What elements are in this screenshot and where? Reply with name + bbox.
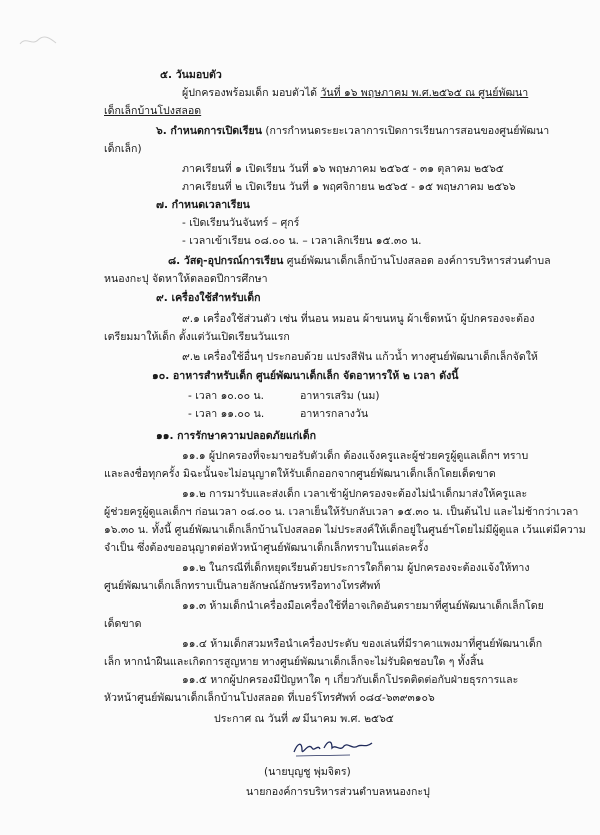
- section9-heading: ๙. เครื่องใช้สำหรับเด็ก: [156, 292, 261, 304]
- section9-p1a: ๙.๑ เครื่องใช้ส่วนตัว เช่น ที่นอน หมอน ผ้าขนหนู ผ้าเช็ดหน้า ผู้ปกครองจะต้อง: [182, 313, 535, 325]
- term2: ภาคเรียนที่ ๒ เปิดเรียน วันที่ ๑ พฤศจิกายน ๒๕๖๕ - ๑๕ พฤษภาคม ๒๕๖๖: [182, 181, 516, 193]
- section6-heading: ๖. กำหนดการเปิดเรียน: [156, 125, 262, 137]
- section11-p4a: ๑๑.๓ ห้ามเด็กนำเครื่องมือเครื่องใช้ที่อาจเกิดอันตรายมาที่ศูนย์พัฒนาเด็กเล็กโดย: [182, 600, 544, 612]
- section11-p5b: เล็ก หากนำฝืนและเกิดการสูญหาย ทางศูนย์พัฒนาเด็กเล็กจะไม่รับผิดชอบใด ๆ ทั้งสิ้น: [104, 656, 484, 668]
- section6-note: (การกำหนดระยะเวลาการเปิดการเรียนการสอนของศูนย์พัฒนา: [265, 125, 550, 137]
- term1: ภาคเรียนที่ ๑ เปิดเรียน วันที่ ๑๖ พฤษภาคม ๒๕๖๕ - ๓๑ ตุลาคม ๒๕๖๕: [182, 163, 504, 175]
- section7-item1: - เปิดเรียนวันจันทร์ – ศุกร์: [182, 217, 300, 229]
- section11-p2b: ผู้ช่วยครูผู้ดูแลเด็กฯ ก่อนเวลา ๐๘.๐๐ น. เวลาเย็นให้รับกลับเวลา ๑๕.๓๐ น. เป็นต้นไป และไม่ช้ากว่าเวลา: [104, 506, 579, 518]
- section5-line1: [182, 86, 528, 100]
- section9-p1b: เตรียมมาให้เด็ก ตั้งแต่วันเปิดเรียนวันแรก: [104, 331, 290, 343]
- section7-heading: ๗. กำหนดเวลาเรียน: [156, 199, 250, 211]
- meal1-name: อาหารเสริม (นม): [300, 390, 380, 402]
- section9-p2: ๙.๒ เครื่องใช้อื่นๆ ประกอบด้วย แปรงสีฟัน แก้วน้ำ ทางศูนย์พัฒนาเด็กเล็กจัดให้: [182, 351, 538, 363]
- announcement-rest: มีนาคม พ.ศ. ๒๕๖๕: [302, 713, 394, 725]
- section11-p3a: ๑๑.๒ ในกรณีที่เด็กหยุดเรียนด้วยประการใดก็ตาม ผู้ปกครองจะต้องแจ้งให้ทาง: [182, 562, 530, 574]
- section10-heading-rest: ศูนย์พัฒนาเด็กเล็ก จัดอาหารให้ ๒ เวลา ดังนี้: [255, 370, 459, 382]
- announcement-day: ๗: [291, 713, 300, 725]
- section11-p1a: ๑๑.๑ ผู้ปกครองที่จะมาขอรับตัวเด็ก ต้องแจ้งครูและผู้ช่วยครูผู้ดูแลเด็กฯ ทราบ: [182, 450, 529, 462]
- section11-p2a: ๑๑.๒ การมารับและส่งเด็ก เวลาเช้าผู้ปกครองจะต้องไม่นำเด็กมาส่งให้ครูและ: [182, 488, 528, 500]
- signatory-title: นายกองค์การบริหารส่วนตำบลหนองกะปุ: [246, 786, 430, 798]
- section6-line1: [156, 124, 549, 138]
- section11-heading: ๑๑. การรักษาความปลอดภัยแก่เด็ก: [156, 430, 317, 442]
- section10-heading: ๑๐. อาหารสำหรับเด็ก: [152, 370, 253, 382]
- section11-p4b: เด็ดขาด: [104, 618, 142, 630]
- signatory-name: (นายบุญชู พุ่มจิตร): [264, 766, 351, 778]
- section11-p3b: ศูนย์พัฒนาเด็กเล็กทราบเป็นลายลักษณ์อักษรหรือทางโทรศัพท์: [104, 580, 381, 592]
- section6-note-cont: เด็กเล็ก): [104, 143, 142, 155]
- section5-line1-plain: ผู้ปกครองพร้อมเด็ก มอบตัวได้: [182, 87, 321, 99]
- announcement-line: [214, 712, 394, 726]
- meal2-time: - เวลา ๑๑.๐๐ น.: [188, 408, 265, 420]
- section11-p6b: หัวหน้าศูนย์พัฒนาเด็กเล็กบ้านโปงสลอด ที่เบอร์โทรศัพท์ ๐๘๔-๖๓๙๓๑๐๖: [104, 692, 435, 704]
- section8-heading: ๘. วัสดุ-อุปกรณ์การเรียน: [168, 255, 284, 267]
- section5-heading: ๕. วันมอบตัว: [160, 69, 222, 81]
- section11-p1b: และลงชื่อทุกครั้ง มิฉะนั้นจะไม่อนุญาตให้รับเด็กออกจากศูนย์พัฒนาเด็กเล็กโดยเด็ดขาด: [104, 468, 496, 480]
- section11-p5a: ๑๑.๔ ห้ามเด็กสวมหรือนำเครื่องประดับ ของเล่นที่มีราคาแพงมาที่ศูนย์พัฒนาเด็ก: [182, 638, 543, 650]
- section8-text2: หนองกะปุ จัดหาให้ตลอดปีการศึกษา: [104, 273, 268, 285]
- meal2-name: อาหารกลางวัน: [300, 408, 369, 420]
- section11-p2d: จำเป็น ซึ่งต้องขออนุญาตต่อหัวหน้าศูนย์พัฒนาเด็กเล็กทราบในแต่ละครั้ง: [104, 542, 429, 554]
- announcement-label: ประกาศ ณ วันที่: [214, 713, 288, 725]
- meal1-time: - เวลา ๑๐.๐๐ น.: [188, 390, 265, 402]
- section7-item2: - เวลาเข้าเรียน ๐๘.๐๐ น. – เวลาเลิกเรียน ๑๕.๓๐ น.: [182, 235, 422, 247]
- scan-mark: [18, 34, 58, 48]
- handwritten-signature: [290, 734, 375, 760]
- section11-p2c: ๑๖.๓๐ น. ทั้งนี้ ศูนย์พัฒนาเด็กเล็กบ้านโปงสลอด ไม่ประสงค์ให้เด็กอยู่ในศูนย์ฯโดยไม่มีผู้ดูแล เว้นแต่มีความ: [104, 524, 586, 536]
- section8-text1: ศูนย์พัฒนาเด็กเล็กบ้านโปงสลอด องค์การบริหารส่วนตำบล: [283, 255, 551, 267]
- section11-p6a: ๑๑.๕ หากผู้ปกครองมีปัญหาใด ๆ เกี่ยวกับเด็กโปรดติดต่อกับฝ่ายธุรการและ: [182, 674, 519, 686]
- section5-line2: เด็กเล็กบ้านโปงสลอด: [104, 105, 202, 117]
- section10-line1: [152, 369, 459, 383]
- section8-line1: [168, 254, 551, 268]
- section5-date-location: วันที่ ๑๖ พฤษภาคม พ.ศ.๒๕๖๕ ณ ศูนย์พัฒนา: [320, 87, 529, 99]
